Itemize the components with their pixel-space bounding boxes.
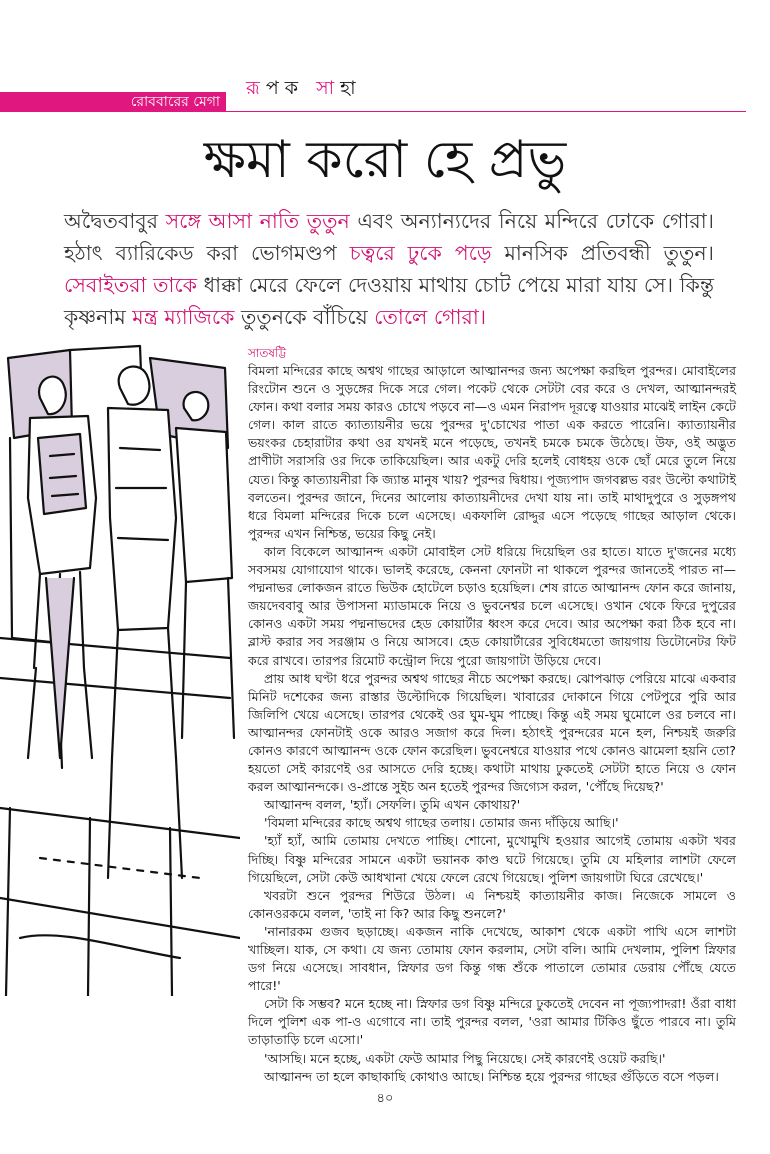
paragraph: খবরটা শুনে পুরন্দর শিউরে উঠল। এ নিশ্চয়ই কাত্যায়নীর কাজ। নিজেকে সামলে ও কোনওরকমে বলল, 'তাই না কি? আর কিছু শুনলে?' xyxy=(248,887,736,921)
paragraph: 'নানারকম গুজব ছড়াচ্ছে। একজন নাকি দেখেছে, আকাশ থেকে একটা পাখি এসে লাশটা খাচ্ছিল। যাক, সে কথা। যে জন্য তোমায় ফোন করলাম, সেটা বলি। আমি দেখলাম, পুলিশ স্নিফার ডগ নিয়ে এসেছে। সাবধান, স্নিফার ডগ কিন্তু গন্ধ শুঁকে পাতালে তোমার ডেরায় পৌঁছে যেতে পারে!' xyxy=(248,923,736,994)
header-rule xyxy=(226,111,746,112)
intro-summary: অদ্বৈতবাবুর সঙ্গে আসা নাতি তুতুন এবং অন্যান্যদের নিয়ে মন্দিরে ঢোকে গোরা। হঠাৎ ব্যারিকেড করা ভোগমণ্ডপ চত্বরে ঢুকে পড়ে মানসিক প্রতিবন্ধী তুতুন। সেবাইতরা তাকে ধাক্কা মেরে ফেলে দেওয়ায় মাথায় চোট পেয়ে মারা যায় সে। কিন্তু কৃষ্ণনাম মন্ত্র ম্যাজিকে তুতুনকে বাঁচিয়ে তোলে গোরা। xyxy=(64,209,714,329)
paragraph: আত্মানন্দ বলল, 'হ্যাঁ। সেফলি। তুমি এখন কোথায়?' xyxy=(264,797,521,813)
category-band xyxy=(0,92,226,112)
paragraph: প্রায় আধ ঘণ্টা ধরে পুরন্দর অশ্বথ গাছের নীচে অপেক্ষা করছে। ঝোপঝাড় পেরিয়ে মাঝে একবার মিনিট দশেকের জন্য রাস্তার উল্টোদিকে গিয়েছিল। খাবারের দোকানে গিয়ে পেটপুরে পুরি আর জিলিপি খেয়ে এসেছে। তারপর থেকেই ওর ঘুম-ঘুম পাচ্ছে। কিন্তু এই সময় ঘুমোলে ওর চলবে না। আত্মানন্দর ফোনটাই ওকে আরও সজাগ করে দিল। হঠাৎই পুরন্দরের মনে হল, নিশ্চয়ই জরুরি কোনও কারণে আত্মানন্দ ওকে ফোন করেছিল। ভুবনেশ্বরে যাওয়ার পথে কোনও ঝামেলা হয়নি তো? হয়তো সেই কারণেই ওর আসতে দেরি হচ্ছে। কথাটা মাথায় ঢুকতেই সেটটা হাতে নিয়ে ও ফোন করল আত্মানন্দকে। ও-প্রান্তে সুইচ অন হতেই পুরন্দর জিগ্যেস করল, 'পৌঁছে দিয়েছ?' xyxy=(248,670,736,795)
story-body xyxy=(248,346,736,1086)
story-title: ক্ষমা করো হে প্রভু xyxy=(203,130,567,190)
chapter-label: সাতষট্টি xyxy=(248,346,287,360)
paragraph: 'আসছি। মনে হচ্ছে, একটা ফেউ আমার পিছু নিয়েছে। সেই কারণেই ওয়েট করছি।' xyxy=(264,1050,666,1066)
category-label: রোববারের মেগা xyxy=(130,94,220,110)
paragraph: বিমলা মন্দিরের কাছে অশ্বথ গাছের আড়ালে আত্মানন্দর জন্য অপেক্ষা করছিল পুরন্দর। মোবাইলের রিংটোন শুনে ও সুড়ঙ্গের দিকে সরে গেল। পকেট থেকে সেটটা বের করে ও দেখল, আত্মানন্দরই ফোন। কথা বলার সময় কারও চোখে পড়বে না—ও এমন নিরাপদ দূরত্বে যাওয়ার মাঝেই লাইন কেটে গেল। কাল রাতে ক্যাত্যায়নীর ভয়ে পুরন্দর দু'চোখের পাতা এক করতে পারেনি। ক্যাত্যায়নীর ভয়ংকর চেহারাটার কথা ওর যখনই মনে পড়েছে, তখনই চমকে চমকে উঠেছে। উফ, ওই অদ্ভুত প্রাণীটা সরাসরি ওর দিকে তাকিয়েছিল। আর একটু দেরি হলেই বোধহয় ওকে ছোঁ মেরে তুলে নিয়ে যেত। কিন্তু কাত্যায়নীরা কি জ্যান্ত মানুষ খায়? পুরন্দর দ্বিধায়। পূজ্যপাদ জগবল্লভ বরং উল্টো কথাটাই বলতেন। পুরন্দর জানে, দিনের আলোয় কাত্যায়নীদের দেখা যায় না। তাই মাথাদুপুরে ও সুড়ঙ্গপথ ধরে বিমলা মন্দিরের দিকে চলে এসেছে। একফালি রোদ্দুর এসে পড়েছে গাছের আড়াল থেকে। পুরন্দর এখন নিশ্চিন্ত, ভয়ের কিছু নেই। xyxy=(248,363,736,541)
author-name: রূপক সাহা xyxy=(246,77,362,99)
page-number: ৪০ xyxy=(376,1091,394,1106)
paragraph: 'হ্যাঁ হ্যাঁ, আমি তোমায় দেখতে পাচ্ছি। শোনো, মুখোমুখি হওয়ার আগেই তোমায় একটা খবর দিচ্ছি। বিষ্ণু মন্দিরের সামনে একটা ভয়ানক কাণ্ড ঘটে গিয়েছে। তুমি যে মহিলার লাশটা ফেলে গিয়েছিলে, সেটা কেউ আধখানা খেয়ে ফেলে রেখে গিয়েছে। পুলিশ জায়গাটা ঘিরে রেখেছে।' xyxy=(248,833,736,885)
paragraph: সেটা কি সম্ভব? মনে হচ্ছে না। স্নিফার ডগ বিষ্ণু মন্দিরে ঢুকতেই দেবেন না পূজ্যপাদরা! ওঁরা বাধা দিলে পুলিশ এক পা-ও এগোবে না। তাই পুরন্দর বলল, 'ওরা আমার টিকিও ছুঁতে পারবে না। তুমি তাড়াতাড়ি চলে এসো।' xyxy=(248,996,736,1048)
paragraph: কাল বিকেলে আত্মানন্দ একটা মোবাইল সেট ধরিয়ে দিয়েছিল ওর হাতে। যাতে দু'জনের মধ্যে সবসময় যোগাযোগ থাকে। ভালই করেছে, কেননা ফোনটা না থাকলে পুরন্দর জানতেই পারত না—পদ্মনাভর লোকজন রাতে ভিউক হোটেলে চড়াও হয়েছিল। শেষ রাতে আত্মানন্দ ফোন করে জানায়, জয়দেববাবু আর উপাসনা ম্যাডামকে নিয়ে ও ভুবনেশ্বর চলে এসেছে। ওখান থেকে ফিরে দুপুরের কোনও একটা সময় পদ্মনাভদের হেড কোয়ার্টার ধ্বংস করে দেবে। আর অপেক্ষা করা ঠিক হবে না। ব্লাস্ট করার সব সরঞ্জাম ও নিয়ে আসবে। হেড কোয়ার্টারের সুবিধেমতো জায়গায় ডিটোনেটর ফিট করে রাখবে। তারপর রিমোট কন্ট্রোল দিয়ে পুরো জায়গাটা উড়িয়ে দেবে। xyxy=(248,543,736,668)
paragraph: আত্মানন্দ তা হলে কাছাকাছি কোথাও আছে। নিশ্চিন্ত হয়ে পুরন্দর গাছের গুঁড়িতে বসে পড়ল। xyxy=(264,1068,719,1084)
illustration-sketch xyxy=(0,338,240,996)
paragraph: 'বিমলা মন্দিরের কাছে অশ্বথ গাছের তলায়। তোমার জন্য দাঁড়িয়ে আছি।' xyxy=(264,815,619,831)
